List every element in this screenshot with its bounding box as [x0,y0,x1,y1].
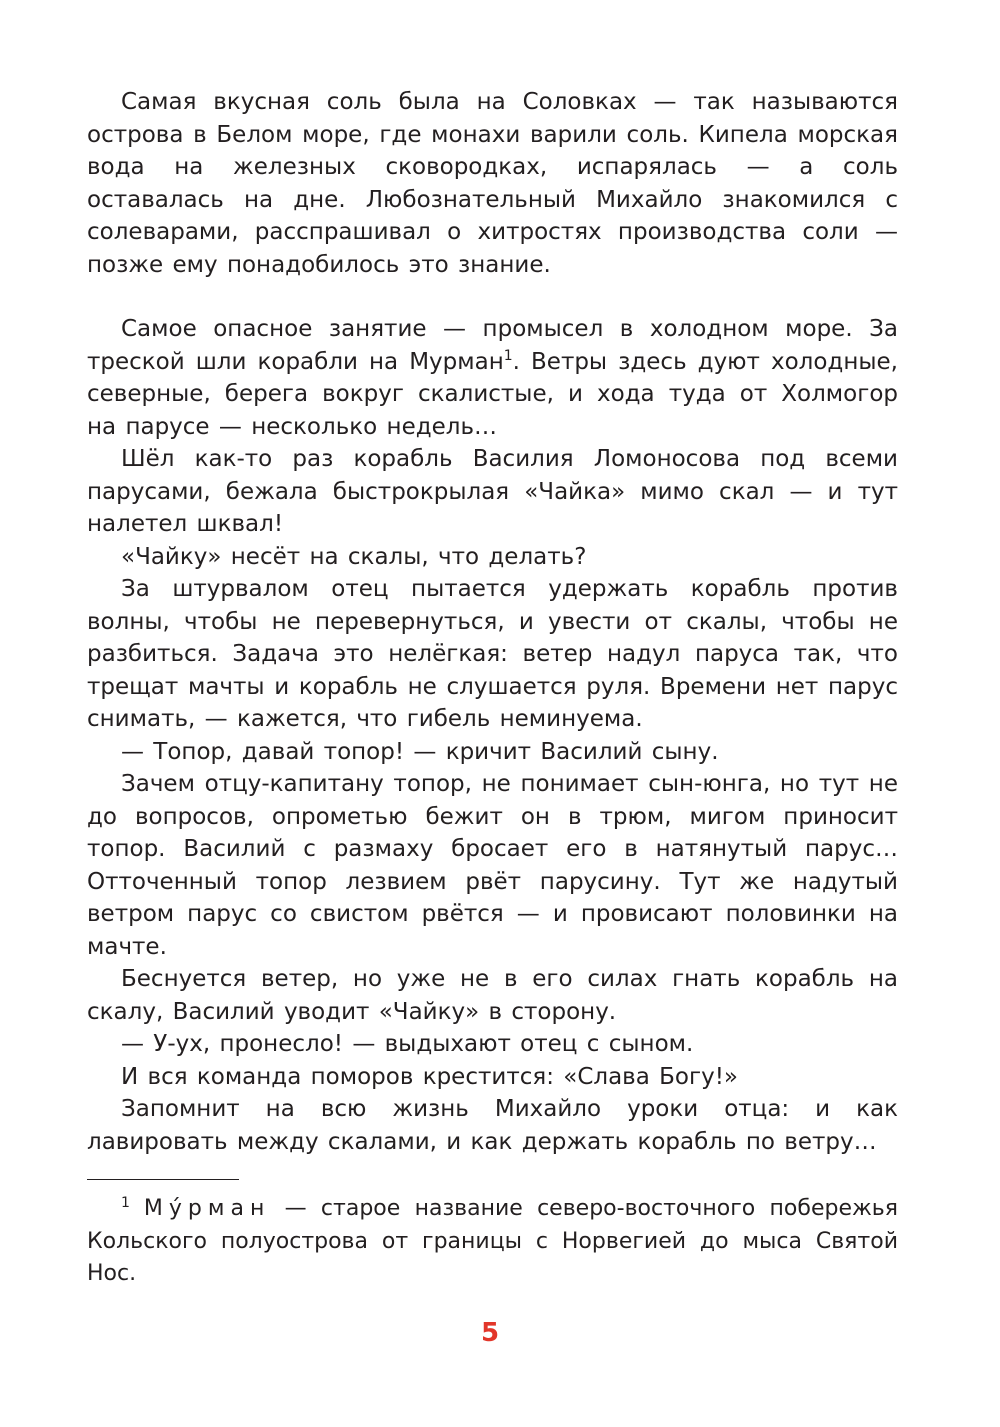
footnote [87,1193,898,1291]
paragraph-relief: — У-ух, пронесло! — выдыхают отец с сыном. [121,1031,694,1057]
paragraph-ship-sailing: Шёл как-то раз корабль Василия Ломоносова под всеми парусами, бежала быстрокрылая «Чайка» мимо скал — и тут налетел шквал! [87,446,898,537]
main-text [87,86,898,1158]
paragraph-rocks: «Чайку» несёт на скалы, что делать? [121,543,587,570]
paragraph-wind: Беснуется ветер, но уже не в его силах гнать корабль на скалу, Василий уводит «Чайку» в сторону. [87,966,898,1025]
footnote-marker: 1 [121,1195,130,1211]
paragraph-lessons: Запомнит на всю жизнь Михайло уроки отца: и как лавировать между скалами, и как держать корабль по ветру… [87,1096,898,1155]
footnote-term: Му́рман [143,1196,271,1221]
paragraph-dangerous-occupation [87,313,898,443]
footnote-divider [87,1179,239,1180]
paragraph-text: . Ветры здесь дуют холодные, северные, берега вокруг скалистые, и хода туда от Холмогор на парусе — несколько недель… [87,348,898,440]
paragraph-text: Самое опасное занятие — промысел в холодном море. За треской шли корабли на Мурман [87,316,898,375]
paragraph-crew-prays: И вся команда поморов крестится: «Слава Богу!» [121,1063,738,1090]
paragraph-father-at-wheel: За штурвалом отец пытается удержать корабль против волны, чтобы не перевернуться, и увести от скалы, чтобы не разбиться. Задача это нелёгкая: ветер надул паруса так, что трещат мачты и корабль не слушается руля. Времени нет парус снимать, — кажется, что гибель неминуема. [87,576,898,732]
section-gap [87,281,898,313]
paragraph-solovki: Самая вкусная соль была на Соловках — так называются острова в Белом море, где монахи варили соль. Кипела морская вода на железных сковородках, испарялась — а соль оставалась на дне. Любознательный Михайло знакомился с солеварами, расспрашивал о хитростях производства соли — позже ему понадобилось это знание. [87,89,898,278]
page-number: 5 [480,1318,500,1348]
paragraph-axe-call: — Топор, давай топор! — кричит Василий сыну. [121,738,719,765]
paragraph-son-brings-axe: Зачем отцу-капитану топор, не понимает сын-юнга, но тут не до вопросов, опрометью бежит он в трюм, мигом приносит топор. Василий с размаху бросает его в натянутый парус… Отточенный топор лезвием рвёт парусину. Тут же надутый ветром парус со свистом рвётся — и провисают половинки на мачте. [87,771,898,960]
footnote-reference: 1 [503,347,513,364]
footnote-text: — старое название северо-восточного побережья Кольского полуострова от границы с Норвегией до мыса Святой Нос. [87,1196,898,1286]
